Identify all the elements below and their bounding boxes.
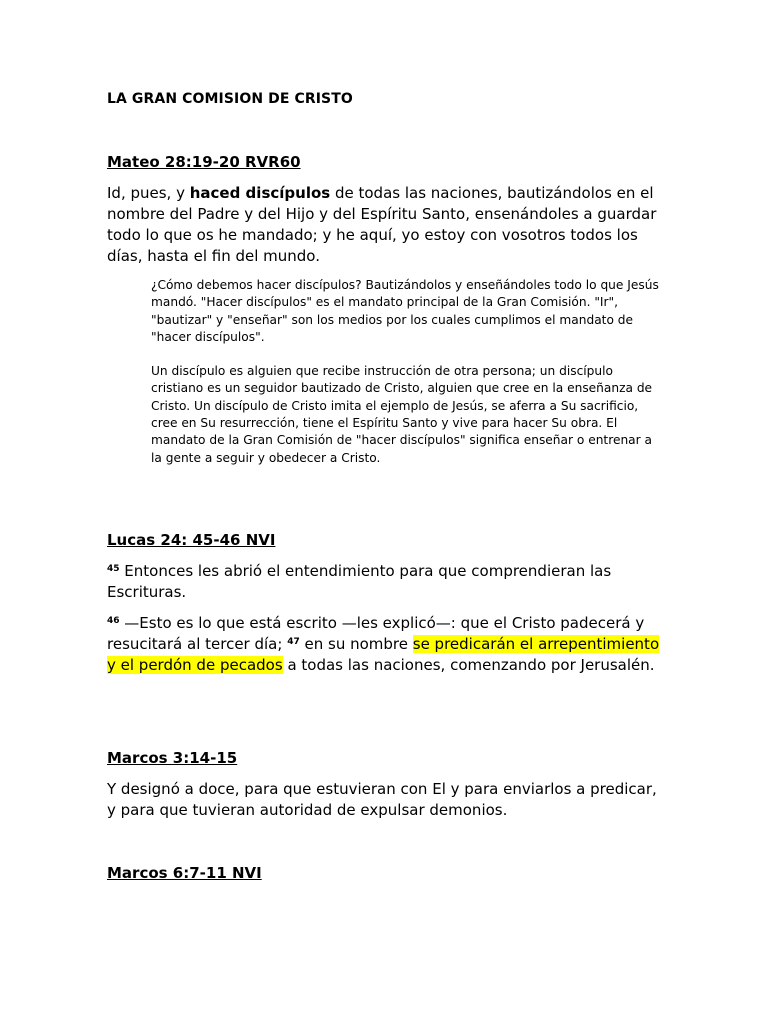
verse-text-47-after: a todas las naciones, comenzando por Jerusalén. xyxy=(282,656,655,674)
verse-number-45: 45 xyxy=(107,564,120,574)
heading-mateo: Mateo 28:19-20 RVR60 xyxy=(107,153,301,171)
verse-number-47: 47 xyxy=(287,637,300,647)
commentary-paragraph-2: Un discípulo es alguien que recibe instrucción de otra persona; un discípulo cristiano es un seguidor bautizado de Cristo, alguien que cree en la enseñanza de Cristo. Un discípulo de Cristo imita el ejemplo de Jesús, se aferra a Su sacrificio, cree en Su resurrección, tiene el Espíritu Santo y vive para hacer Su obra. El mandato de la Gran Comisión de "hacer discípulos" significa enseñar o entrenar a la gente a seguir y obedecer a Cristo. xyxy=(151,364,653,465)
paragraph-lucas-46 xyxy=(107,613,667,676)
heading-marcos-6: Marcos 6:7-11 NVI xyxy=(107,864,262,882)
commentary-mateo xyxy=(151,277,666,467)
verse-number-46: 46 xyxy=(107,616,120,626)
paragraph-lucas-45 xyxy=(107,561,667,603)
mateo-text-bold: haced discípulos xyxy=(189,184,331,202)
paragraph-marcos-3: Y designó a doce, para que estuvieran con El y para enviarlos a predicar, y para que tuvieran autoridad de expulsar demonios. xyxy=(107,780,657,819)
highlighted-text: se predicarán el arrepentimiento y el perdón de pecados xyxy=(107,635,660,674)
mateo-text-before: Id, pues, y xyxy=(107,184,190,202)
heading-marcos-3: Marcos 3:14-15 xyxy=(107,749,238,767)
heading-lucas: Lucas 24: 45-46 NVI xyxy=(107,531,276,549)
paragraph-mateo xyxy=(107,183,667,267)
verse-text-46: —Esto es lo que está escrito —les explicó—: que el Cristo padecerá y resucitará al tercer día; xyxy=(107,614,645,653)
mateo-text-after: de todas las naciones, bautizándolos en el nombre del Padre y del Hijo y del Espíritu Santo, ensenándoles a guardar todo lo que os he mandado; y he aquí, yo estoy con vosotros todos los días, hasta el fin del mundo. xyxy=(107,184,657,265)
commentary-paragraph-1: ¿Cómo debemos hacer discípulos? Bautizándolos y enseñándoles todo lo que Jesús mandó. "Hacer discípulos" es el mandato principal de la Gran Comisión. "Ir", "bautizar" y "enseñar" son los medios por los cuales cumplimos el mandato de "hacer discípulos". xyxy=(151,278,659,344)
verse-text-47-before: en su nombre xyxy=(299,635,413,653)
document-title: LA GRAN COMISION DE CRISTO xyxy=(107,91,353,107)
verse-text-45: Entonces les abrió el entendimiento para que comprendieran las Escrituras. xyxy=(107,562,612,601)
